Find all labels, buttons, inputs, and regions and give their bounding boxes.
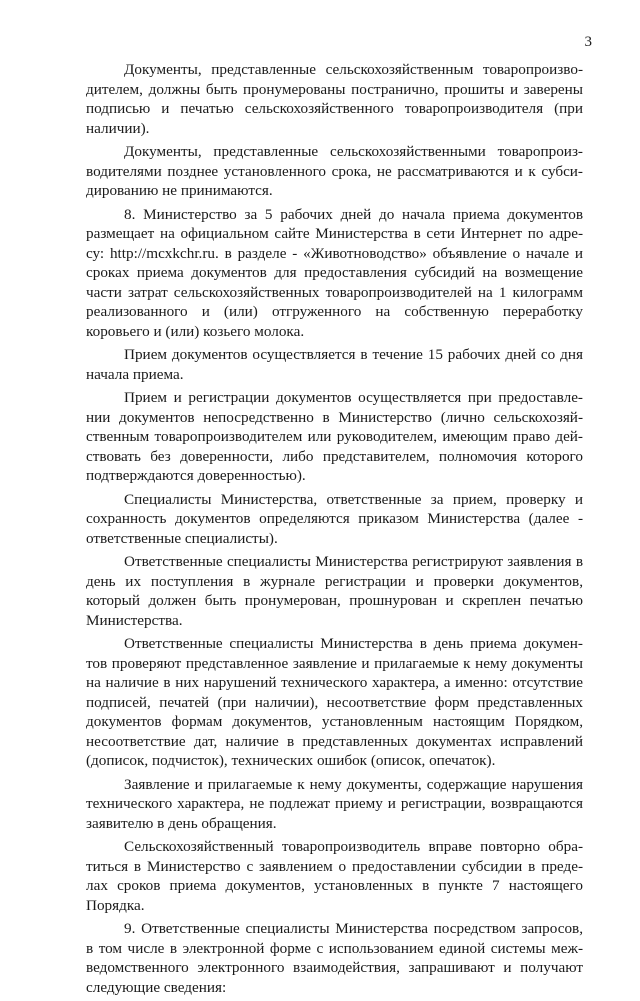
paragraph-8: Ответственные специалисты Министерства в день приема докумен-тов проверяют представленное заявление и прилагаемые к нему документы на наличие в них нарушений технического характера, а именно: отсутствие подписей, печатей (при наличии), несоответствие форм представленных документов формам документов, установленным настоящим Порядком, несоответствие дат, наличие в представленных документах исправлений (дописок, подчисток), технических ошибок (описок, опечаток). [86, 635, 583, 769]
paragraph-9: Заявление и прилагаемые к нему документы, содержащие нарушения технического характера, не подлежат приему и регистрации, возвращаются заявителю в день обращения. [86, 775, 583, 832]
paragraph-4: Прием документов осуществляется в течение 15 рабочих дней со дня начала приема. [86, 346, 583, 383]
document-body [86, 60, 583, 1001]
paragraph-5: Прием и регистрации документов осуществляется при предоставле-нии документов непосредственно в Министерство (лично сельскохозяй-ственным товаропроизводителем или руководителем, имеющим право дей-ствовать без доверенности, либо представителем, полномочия которого подтверждаются доверенностью). [86, 389, 583, 484]
paragraph-11: 9. Ответственные специалисты Министерства посредством запросов, в том числе в электронной форме с использованием единой системы меж-ведомственного электронного взаимодействия, запрашивают и получают следующие сведения: [86, 920, 583, 996]
paragraph-2: Документы, представленные сельскохозяйственными товаропроиз-водителями позднее установленного срока, не рассматриваются и к субси-дированию не принимаются. [86, 143, 583, 199]
paragraph-6: Специалисты Министерства, ответственные за прием, проверку и сохранность документов определяются приказом Министерства (далее - ответственные специалисты). [86, 490, 583, 547]
paragraph-7: Ответственные специалисты Министерства регистрируют заявления в день их поступления в журнале регистрации и проверки документов, который должен быть пронумерован, прошнурован и скреплен печатью Министерства. [86, 553, 583, 629]
paragraph-10: Сельскохозяйственный товаропроизводитель вправе повторно обра-титься в Министерство с заявлением о предоставлении субсидии в преде-лах сроков приема документов, установленных в пункте 7 настоящего Порядка. [86, 838, 583, 914]
paragraph-1: Документы, представленные сельскохозяйственным товаропроизво-дителем, должны быть пронумерованы постранично, прошиты и заверены подписью и печатью сельскохозяйственного товаропроизводителя (при наличии). [86, 61, 583, 137]
paragraph-3: 8. Министерство за 5 рабочих дней до начала приема документов размещает на официальном сайте Министерства в сети Интернет по адре-су: http://mcxkchr.ru. в разделе - «Животноводство» объявление о начале и сроках приема документов для предоставления субсидий на возмещение части затрат сельскохозяйственных товаропроизводителей на 1 килограмм реализованного и (или) отгруженного на собственную переработку коровьего и (или) козьего молока. [86, 205, 583, 340]
page-number: 3 [584, 34, 592, 50]
